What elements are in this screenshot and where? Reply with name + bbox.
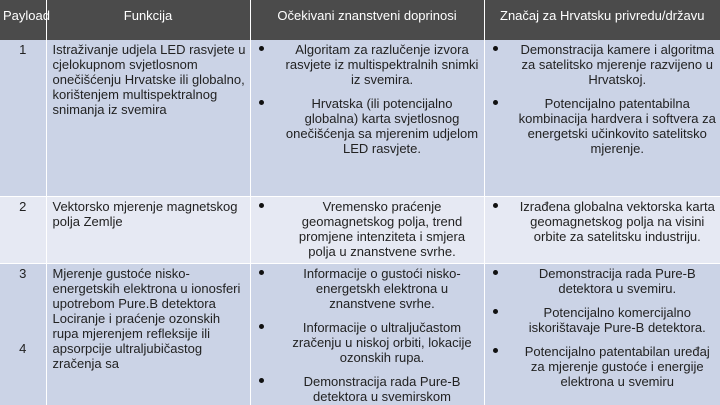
doprinosi-cell [250, 197, 484, 264]
list-item-text: Demonstracija rada Pure-B detektora u svemirskom [303, 374, 461, 404]
list-item [255, 96, 480, 156]
header-funkcija: Funkcija [46, 0, 250, 40]
list-item-text: Informacije o gustoći nisko-energetskh elektrona u znanstvene svrhe. [303, 266, 461, 311]
list-item-text: Hrvatska (ili potencijalno globalna) karta svjetlosnog onečišćenja sa mjerenim udjelom LED rasvjete. [285, 96, 479, 156]
list-item-text: Demonstracija rada Pure-B detektora u svemiru. [538, 266, 696, 296]
bullet-icon [259, 378, 264, 383]
znacaj-cell [484, 264, 720, 405]
list-item-text: Demonstracija kamere i algoritma za satelitsko mjerenje razvijeno u Hrvatskoj. [520, 42, 715, 87]
bullet-icon [493, 100, 498, 105]
table-row [0, 197, 720, 264]
list-item [489, 42, 717, 87]
bullet-icon [493, 270, 498, 275]
funkcija-cell [46, 264, 250, 405]
znacaj-cell [484, 40, 720, 197]
doprinosi-cell [250, 40, 484, 197]
spacer [2, 281, 44, 341]
funkcija-text: Lociranje i praćenje ozonskih rupa mjerenjem refleksije ili apsorpcije ultraljubičastog zračenja sa [52, 311, 221, 371]
bullet-icon [493, 309, 498, 314]
payload-number: 1 [0, 40, 46, 197]
bullet-icon [259, 203, 264, 208]
bullet-icon [259, 324, 264, 329]
list-item-text: Vremensko praćenje geomagnetskog polja, trend promjene intenziteta i smjera polja u znanstvene svrhe. [298, 199, 466, 259]
list-item [489, 96, 717, 156]
list-item-text: Potencijalno patentabilan uređaj za mjerenje gustoće i energije elektrona u svemiru [524, 344, 710, 389]
bullet-icon [493, 203, 498, 208]
doprinosi-list [255, 266, 480, 404]
list-item [489, 344, 717, 389]
doprinosi-cell [250, 264, 484, 405]
bullet-icon [493, 46, 498, 51]
list-item [489, 305, 717, 335]
funkcija-cell: Vektorsko mjerenje magnetskog polja Zemlje [46, 197, 250, 264]
table-row [0, 40, 720, 197]
list-item [255, 42, 480, 87]
znacaj-list [489, 199, 717, 244]
bullet-icon [259, 100, 264, 105]
list-item-text: Potencijalno patentabilna kombinacija hardvera i softvera za energetski učinkovito satelitsko mjerenje. [518, 96, 716, 156]
funkcija-text: Mjerenje gustoće nisko-energetskih elektrona u ionosferi upotrebom Pure.B detektora [52, 266, 241, 311]
znacaj-list [489, 266, 717, 389]
doprinosi-list [255, 42, 480, 156]
list-item [255, 320, 480, 365]
payload-number-cell [0, 264, 46, 405]
header-row [0, 0, 720, 40]
header-doprinosi: Očekivani znanstveni doprinosi [250, 0, 484, 40]
bullet-icon [259, 270, 264, 275]
funkcija-cell: Istraživanje udjela LED rasvjete u cjelokupnom svjetlosnom onečišćenju Hrvatske ili globalno, korištenjem multispektralnog snimanja iz svemira [46, 40, 250, 197]
list-item-text: Algoritam za razlučenje izvora rasvjete iz multispektralnih snimki iz svemira. [285, 42, 479, 87]
list-item-text: Potencijalno komercijalno iskorištavaje Pure-B detektora. [528, 305, 706, 335]
list-item [489, 199, 717, 244]
header-znacaj: Značaj za Hrvatsku privredu/državu [484, 0, 720, 40]
list-item-text: Izrađena globalna vektorska karta geomagnetskog polja na visini orbite za satelitsku industriju. [519, 199, 715, 244]
znacaj-cell [484, 197, 720, 264]
payload-number: 4 [19, 341, 27, 356]
list-item [255, 199, 480, 259]
list-item-text: Informacije o ultraljučastom zračenju u niskoj orbiti, lokacije ozonskih rupa. [292, 320, 472, 365]
payload-number: 2 [0, 197, 46, 264]
bullet-icon [259, 46, 264, 51]
list-item [255, 374, 480, 404]
znacaj-list [489, 42, 717, 156]
payload-number: 3 [19, 266, 27, 281]
doprinosi-list [255, 199, 480, 259]
table-row [0, 264, 720, 405]
list-item [255, 266, 480, 311]
bullet-icon [493, 348, 498, 353]
header-payload: Payload [0, 0, 46, 40]
list-item [489, 266, 717, 296]
